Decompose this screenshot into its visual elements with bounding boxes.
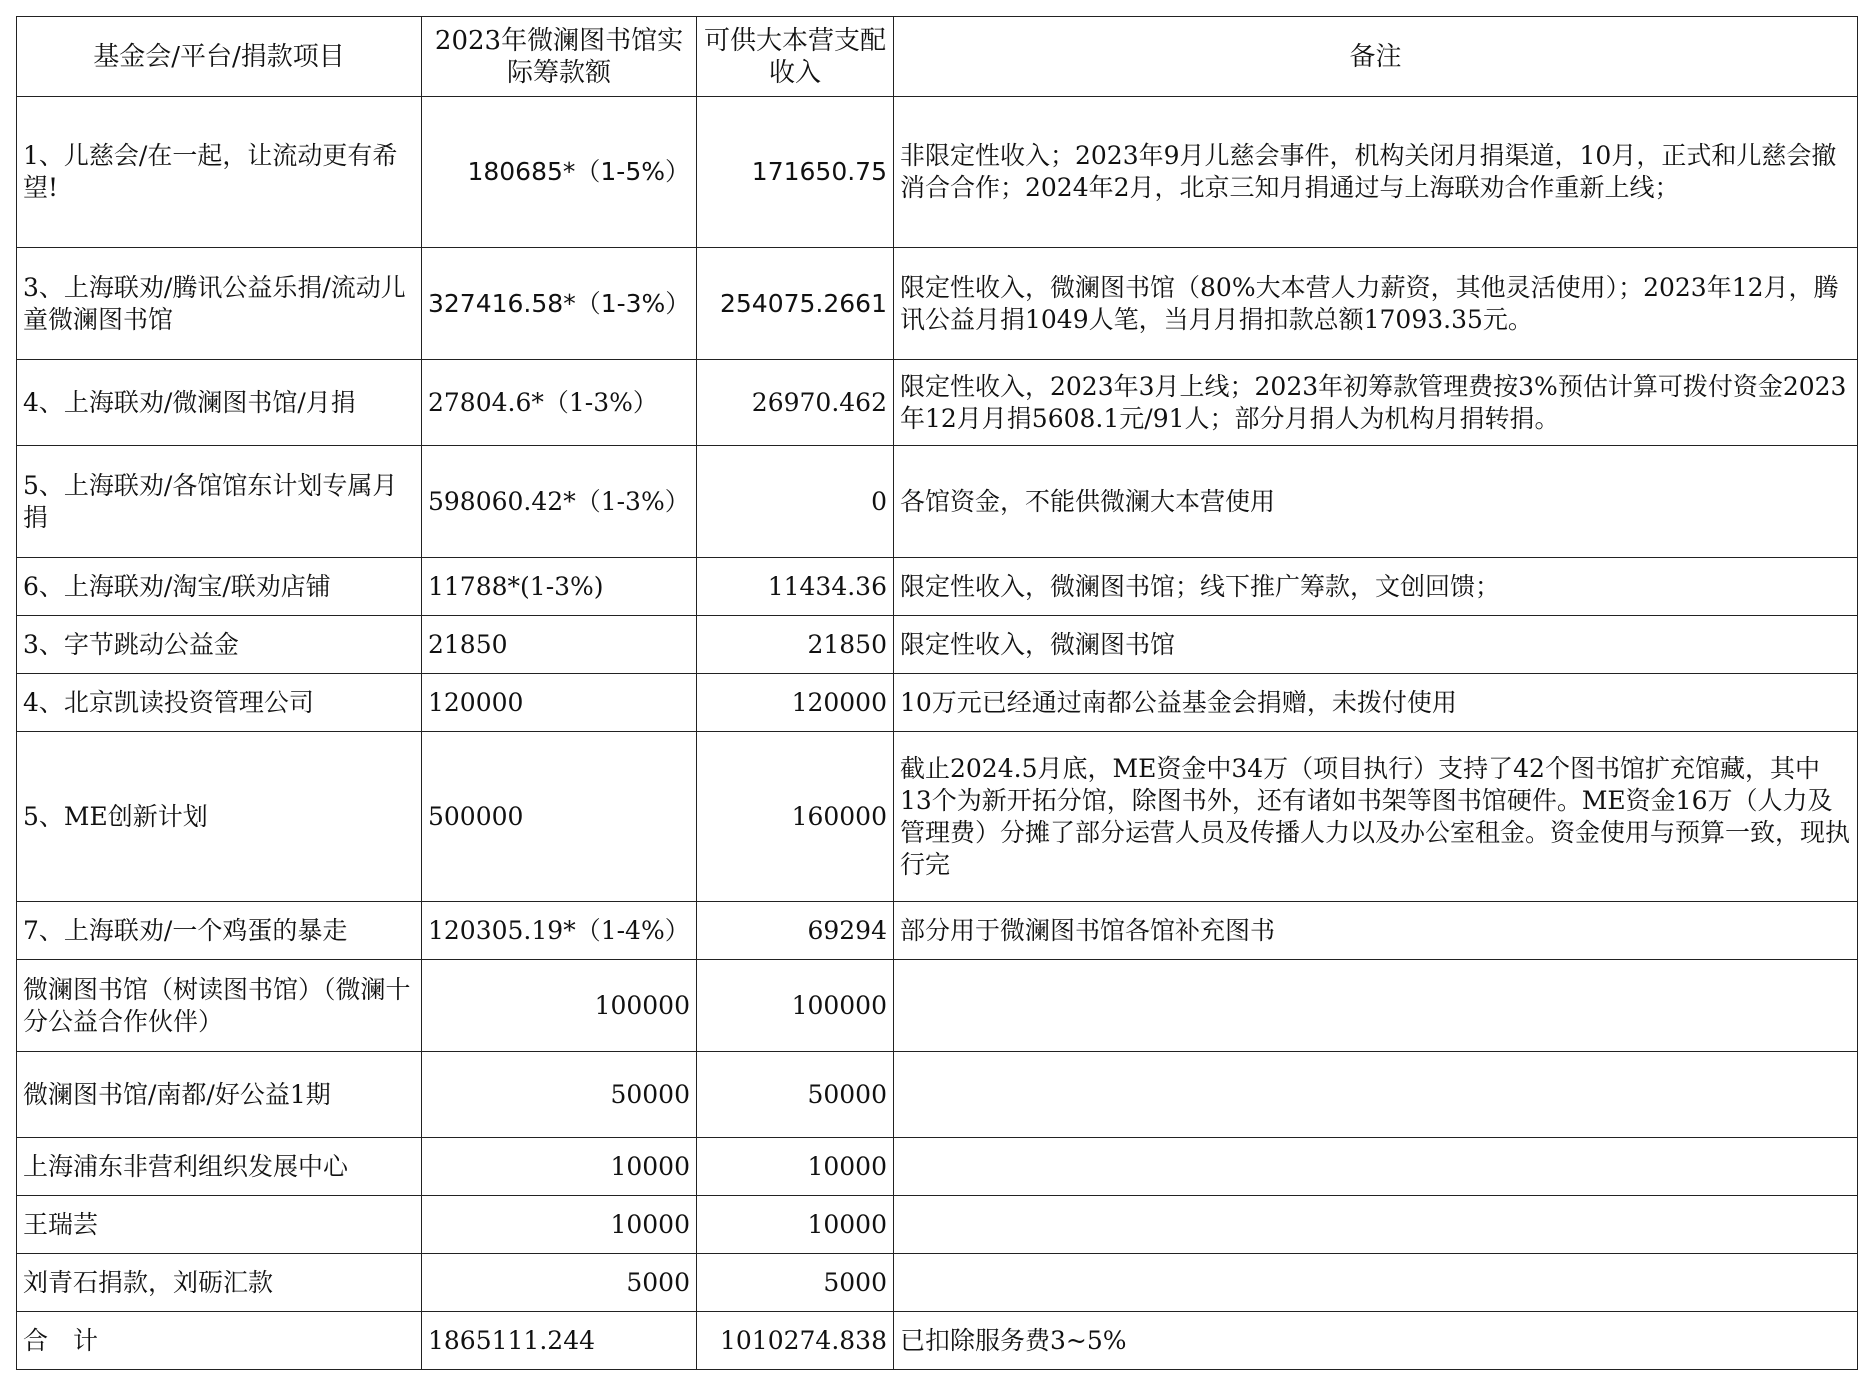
note-cell <box>894 1138 1858 1196</box>
project-cell: 微澜图书馆/南都/好公益1期 <box>17 1052 422 1138</box>
donation-table <box>16 16 1858 1370</box>
table-row <box>17 674 1858 732</box>
raised-cell: 5000 <box>422 1254 697 1312</box>
note-cell <box>894 1254 1858 1312</box>
note-cell: 各馆资金，不能供微澜大本营使用 <box>894 446 1858 558</box>
table-row <box>17 732 1858 902</box>
available-cell: 69294 <box>697 902 894 960</box>
raised-cell: 50000 <box>422 1052 697 1138</box>
note-cell <box>894 1052 1858 1138</box>
project-cell: 4、北京凯读投资管理公司 <box>17 674 422 732</box>
available-cell: 254075.2661 <box>697 248 894 360</box>
total-note-cell: 已扣除服务费3~5% <box>894 1312 1858 1370</box>
table-row <box>17 558 1858 616</box>
project-cell: 3、上海联劝/腾讯公益乐捐/流动儿童微澜图书馆 <box>17 248 422 360</box>
available-cell: 0 <box>697 446 894 558</box>
table-row <box>17 360 1858 446</box>
raised-cell: 10000 <box>422 1196 697 1254</box>
available-cell: 11434.36 <box>697 558 894 616</box>
header-note: 备注 <box>894 17 1858 97</box>
project-cell: 6、上海联劝/淘宝/联劝店铺 <box>17 558 422 616</box>
available-cell: 120000 <box>697 674 894 732</box>
raised-cell: 120000 <box>422 674 697 732</box>
project-cell: 7、上海联劝/一个鸡蛋的暴走 <box>17 902 422 960</box>
raised-cell: 27804.6*（1-3%） <box>422 360 697 446</box>
table-row <box>17 1138 1858 1196</box>
header-raised: 2023年微澜图书馆实际筹款额 <box>422 17 697 97</box>
project-cell: 4、上海联劝/微澜图书馆/月捐 <box>17 360 422 446</box>
available-cell: 10000 <box>697 1196 894 1254</box>
available-cell: 100000 <box>697 960 894 1052</box>
note-cell: 非限定性收入；2023年9月儿慈会事件，机构关闭月捐渠道，10月，正式和儿慈会撤消合合作；2024年2月，北京三知月捐通过与上海联劝合作重新上线； <box>894 97 1858 248</box>
raised-cell: 120305.19*（1-4%） <box>422 902 697 960</box>
project-cell: 微澜图书馆（树读图书馆）（微澜十分公益合作伙伴） <box>17 960 422 1052</box>
project-cell: 上海浦东非营利组织发展中心 <box>17 1138 422 1196</box>
table-header-row <box>17 17 1858 97</box>
raised-cell: 500000 <box>422 732 697 902</box>
note-cell: 截止2024.5月底，ME资金中34万（项目执行）支持了42个图书馆扩充馆藏，其中13个为新开拓分馆，除图书外，还有诸如书架等图书馆硬件。ME资金16万（人力及管理费）分摊了部分运营人员及传播人力以及办公室租金。资金使用与预算一致，现执行完 <box>894 732 1858 902</box>
raised-cell: 11788*(1-3%) <box>422 558 697 616</box>
table-row <box>17 1254 1858 1312</box>
raised-cell: 10000 <box>422 1138 697 1196</box>
note-cell: 限定性收入，微澜图书馆 <box>894 616 1858 674</box>
available-cell: 21850 <box>697 616 894 674</box>
table-row <box>17 960 1858 1052</box>
note-cell: 限定性收入，微澜图书馆（80%大本营人力薪资，其他灵活使用）；2023年12月，腾讯公益月捐1049人笔，当月月捐扣款总额17093.35元。 <box>894 248 1858 360</box>
project-cell: 刘青石捐款，刘砺汇款 <box>17 1254 422 1312</box>
note-cell: 部分用于微澜图书馆各馆补充图书 <box>894 902 1858 960</box>
note-cell: 10万元已经通过南都公益基金会捐赠，未拨付使用 <box>894 674 1858 732</box>
available-cell: 50000 <box>697 1052 894 1138</box>
table-row <box>17 1196 1858 1254</box>
available-cell: 10000 <box>697 1138 894 1196</box>
project-cell: 5、上海联劝/各馆馆东计划专属月捐 <box>17 446 422 558</box>
available-cell: 171650.75 <box>697 97 894 248</box>
note-cell <box>894 1196 1858 1254</box>
table-row <box>17 446 1858 558</box>
note-cell <box>894 960 1858 1052</box>
raised-cell: 598060.42*（1-3%） <box>422 446 697 558</box>
table-row <box>17 902 1858 960</box>
available-cell: 5000 <box>697 1254 894 1312</box>
header-available: 可供大本营支配收入 <box>697 17 894 97</box>
total-raised-cell: 1865111.244 <box>422 1312 697 1370</box>
project-cell: 3、字节跳动公益金 <box>17 616 422 674</box>
note-cell: 限定性收入，2023年3月上线；2023年初筹款管理费按3%预估计算可拨付资金2023年12月月捐5608.1元/91人；部分月捐人为机构月捐转捐。 <box>894 360 1858 446</box>
header-project: 基金会/平台/捐款项目 <box>17 17 422 97</box>
project-cell: 1、儿慈会/在一起，让流动更有希望! <box>17 97 422 248</box>
table-row <box>17 616 1858 674</box>
table-row <box>17 97 1858 248</box>
raised-cell: 327416.58*（1-3%） <box>422 248 697 360</box>
total-available-cell: 1010274.838 <box>697 1312 894 1370</box>
table-row <box>17 248 1858 360</box>
raised-cell: 100000 <box>422 960 697 1052</box>
total-label-cell: 合 计 <box>17 1312 422 1370</box>
table-total-row <box>17 1312 1858 1370</box>
raised-cell: 180685*（1-5%） <box>422 97 697 248</box>
raised-cell: 21850 <box>422 616 697 674</box>
project-cell: 王瑞芸 <box>17 1196 422 1254</box>
available-cell: 160000 <box>697 732 894 902</box>
table-row <box>17 1052 1858 1138</box>
note-cell: 限定性收入，微澜图书馆；线下推广筹款，文创回馈； <box>894 558 1858 616</box>
project-cell: 5、ME创新计划 <box>17 732 422 902</box>
available-cell: 26970.462 <box>697 360 894 446</box>
